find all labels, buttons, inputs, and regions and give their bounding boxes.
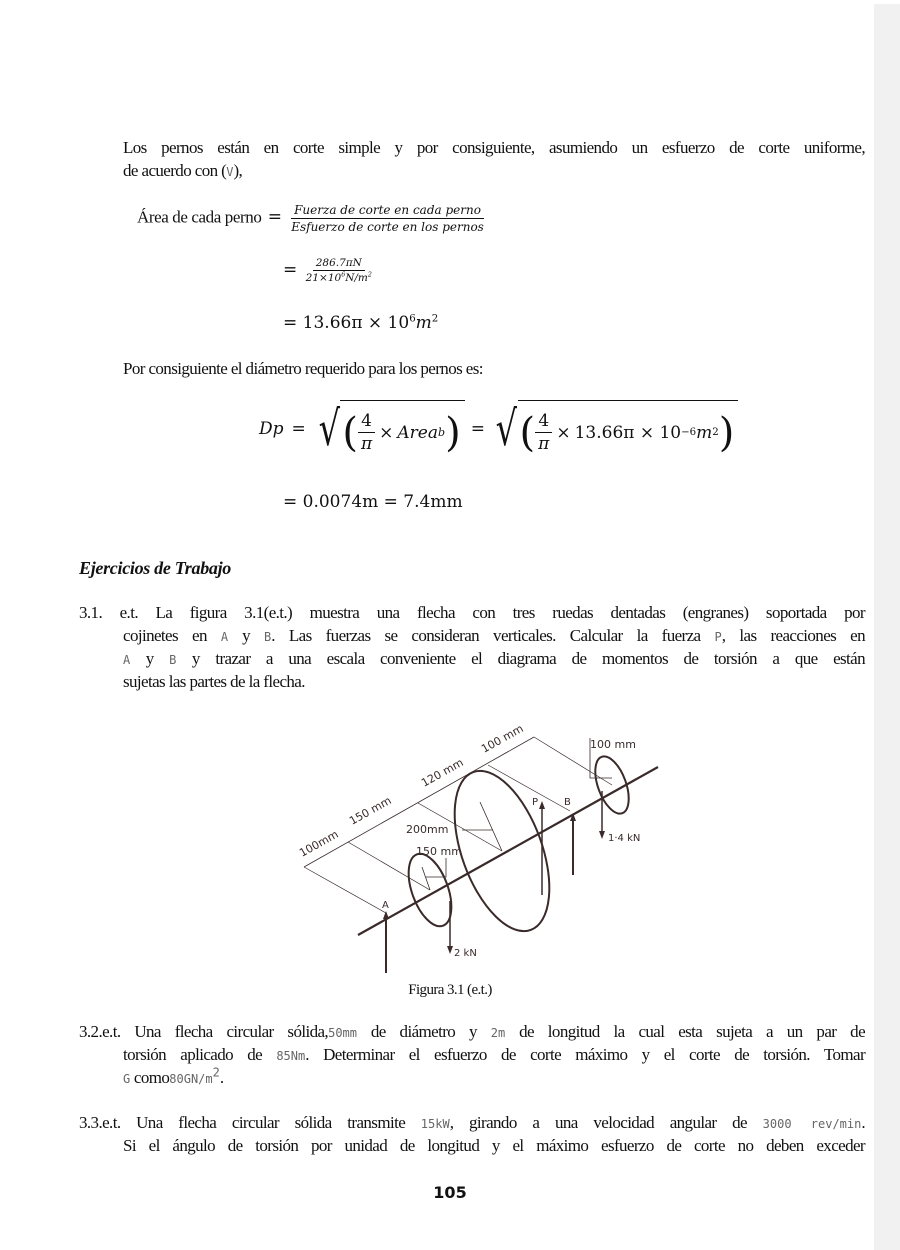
- dim-label-right: 100 mm: [590, 738, 636, 751]
- ex33-line-2: Si el ángulo de torsión por unidad de longitud y el máximo esfuerzo de corte no deben exceder: [123, 1136, 865, 1155]
- value-G-exp: 2: [212, 1065, 220, 1080]
- exercise-number: 3.2.e.t.: [79, 1022, 121, 1041]
- den-a: 21×10: [305, 272, 342, 284]
- result-exp: 6: [409, 313, 416, 325]
- intro-text: de acuerdo con (: [123, 161, 227, 180]
- page-margin-band: [874, 4, 900, 1250]
- ex31-text: cojinetes en: [123, 626, 207, 645]
- var-A: A: [123, 653, 131, 667]
- dim-label-3: 120 mm: [419, 755, 466, 790]
- extension-line: [488, 765, 570, 811]
- eq-sign: =: [283, 313, 298, 333]
- den-exp2: 2: [367, 271, 372, 279]
- eq-sign: =: [291, 419, 306, 439]
- value-power: 15kW: [420, 1117, 450, 1131]
- value-G: 80GN/m: [169, 1072, 213, 1086]
- ex31-line-1: [79, 601, 865, 624]
- value-length: 2m: [490, 1026, 506, 1040]
- den-exp: 6: [341, 271, 346, 279]
- arrow-head: [599, 831, 605, 839]
- var-P: P: [714, 630, 722, 644]
- result-unit: m: [415, 313, 432, 333]
- equation-result: [283, 313, 438, 333]
- force-label-1.4kN: 1·4 kN: [608, 833, 641, 844]
- four-over-pi: [535, 411, 552, 454]
- eq-sign-2: =: [470, 419, 485, 439]
- times: ×: [556, 422, 571, 443]
- arrow-head: [447, 946, 453, 954]
- var-G: G: [123, 1072, 131, 1086]
- denominator: π: [360, 434, 373, 454]
- four-over-pi: [358, 411, 375, 454]
- den-b: N/m: [345, 272, 368, 284]
- ex32-text: de longitud la cual esta sujeta a un par de: [519, 1022, 866, 1041]
- ex31-text: y trazar a una escala conveniente el diagrama de momentos de torsión a que están: [191, 649, 866, 668]
- paren-close: ): [445, 409, 461, 456]
- result-a: 13.66π × 10: [302, 313, 410, 333]
- page-number: 105: [433, 1183, 467, 1202]
- section-heading: Ejercicios de Trabajo: [79, 558, 232, 578]
- ex31-text: . Las fuerzas se consideran verticales. Calcular la fuerza: [271, 626, 701, 645]
- result-exp2: 2: [431, 313, 439, 325]
- ex32-text: de diámetro y: [370, 1022, 477, 1041]
- ex31-text: La figura 3.1(e.t.) muestra una flecha con tres ruedas dentadas (engranes) soportada por: [155, 603, 865, 622]
- ex32-line-2: [123, 1043, 865, 1068]
- sqrt-body: ( $\frac{4}{\pi}$ × 13.66π × 10 −6 m 2 ): [518, 400, 739, 458]
- intro-line-2: [123, 159, 242, 184]
- fraction: [303, 257, 375, 284]
- numerator: 4: [358, 411, 375, 433]
- label-P: P: [532, 797, 539, 808]
- figure-caption: Figura 3.1 (e.t.): [408, 982, 492, 998]
- ex32-line-1: [79, 1020, 865, 1045]
- value-speed: 3000 rev/min: [762, 1117, 862, 1131]
- sqrt-right: [491, 400, 738, 458]
- paren-open: (: [519, 409, 536, 456]
- value-torque: 85Nm: [276, 1049, 306, 1063]
- force-label-2kN: 2 kN: [454, 948, 477, 959]
- diameter-text: Por consiguiente el diámetro requerido para los pernos es:: [123, 359, 483, 378]
- value-diameter: 50mm: [328, 1026, 357, 1040]
- ex31-text: y: [242, 626, 250, 645]
- ex32-text: torsión aplicado de: [123, 1045, 263, 1064]
- equation-final: = 0.0074m = 7.4mm: [283, 492, 463, 512]
- ex31-line-4: sujetas las partes de la flecha.: [123, 672, 305, 691]
- numerator: 4: [535, 411, 552, 433]
- rhs-a: 13.66π × 10: [574, 422, 682, 443]
- label-A: A: [382, 900, 389, 911]
- radius-line: [422, 867, 430, 890]
- dim-label-4: 100 mm: [479, 721, 526, 756]
- ex33-text: Una flecha circular sólida transmite: [136, 1113, 406, 1132]
- var-A: A: [220, 630, 229, 644]
- ex32-line-3: [123, 1066, 224, 1091]
- ex31-line-2: [123, 624, 865, 649]
- ex33-text: , girando a una velocidad angular de: [449, 1113, 747, 1132]
- ex33-line-1: [79, 1111, 865, 1136]
- radius-label-small: 150 mm: [416, 845, 462, 858]
- exercise-number: 3.3.e.t.: [79, 1113, 121, 1132]
- ex31-text: , las reacciones en: [721, 626, 866, 645]
- dim-label-2: 150 mm: [347, 793, 394, 828]
- dp-lhs: Dp: [259, 419, 284, 439]
- shaft-line: [358, 767, 658, 935]
- radical-icon: √: [495, 401, 517, 457]
- ex32-text: . Determinar el esfuerzo de corte máximo y el corte de torsión. Tomar: [305, 1045, 865, 1064]
- denominator: π: [538, 434, 550, 454]
- radius-label-big: 200mm: [406, 823, 449, 836]
- extension-line: [304, 867, 386, 913]
- denominator: Esfuerzo de corte en los pernos: [291, 220, 484, 234]
- paren-close: ): [718, 409, 735, 456]
- equation-area: [137, 203, 487, 234]
- eq-lhs: Área de cada perno: [137, 207, 262, 227]
- paren-open: (: [342, 409, 358, 456]
- equation-dp: [259, 400, 738, 458]
- equation-ref: V: [226, 165, 234, 179]
- sqrt-body: ( $\frac{4}{\pi}$ × Area b ): [340, 400, 464, 458]
- arrow-head: [539, 801, 545, 809]
- label-B: B: [564, 797, 571, 808]
- eq-sign: =: [267, 207, 282, 228]
- equation-substitution: [283, 257, 375, 284]
- rhs-unit: m: [696, 422, 713, 443]
- denominator: [303, 271, 375, 284]
- ex32-text: .: [219, 1068, 224, 1087]
- numerator: Fuerza de corte en cada perno: [291, 203, 484, 219]
- ex33-text: .: [861, 1113, 865, 1132]
- ex32-text: como: [133, 1068, 170, 1087]
- eq-sign: =: [283, 260, 298, 280]
- var-B: B: [169, 653, 177, 667]
- times: ×: [379, 422, 394, 443]
- ex32-text: Una flecha circular sólida,: [134, 1022, 329, 1041]
- dim-label-1: 100mm: [297, 827, 341, 860]
- ex31-line-3: [123, 647, 865, 672]
- radius-line: [480, 802, 502, 851]
- ex31-text: y: [145, 649, 154, 668]
- numerator: 286.7πN: [313, 257, 365, 271]
- shaft-diagram: [290, 705, 670, 980]
- area: Area: [397, 422, 439, 443]
- var-B: B: [264, 630, 272, 644]
- fraction: [288, 203, 487, 234]
- radical-icon: √: [318, 401, 340, 457]
- sqrt-left: [314, 400, 465, 458]
- exercise-number: 3.1. e.t.: [79, 603, 138, 622]
- intro-line-1: Los pernos están en corte simple y por consiguiente, asumiendo un esfuerzo de corte uniforme,: [123, 138, 865, 157]
- intro-text-end: ),: [233, 161, 243, 180]
